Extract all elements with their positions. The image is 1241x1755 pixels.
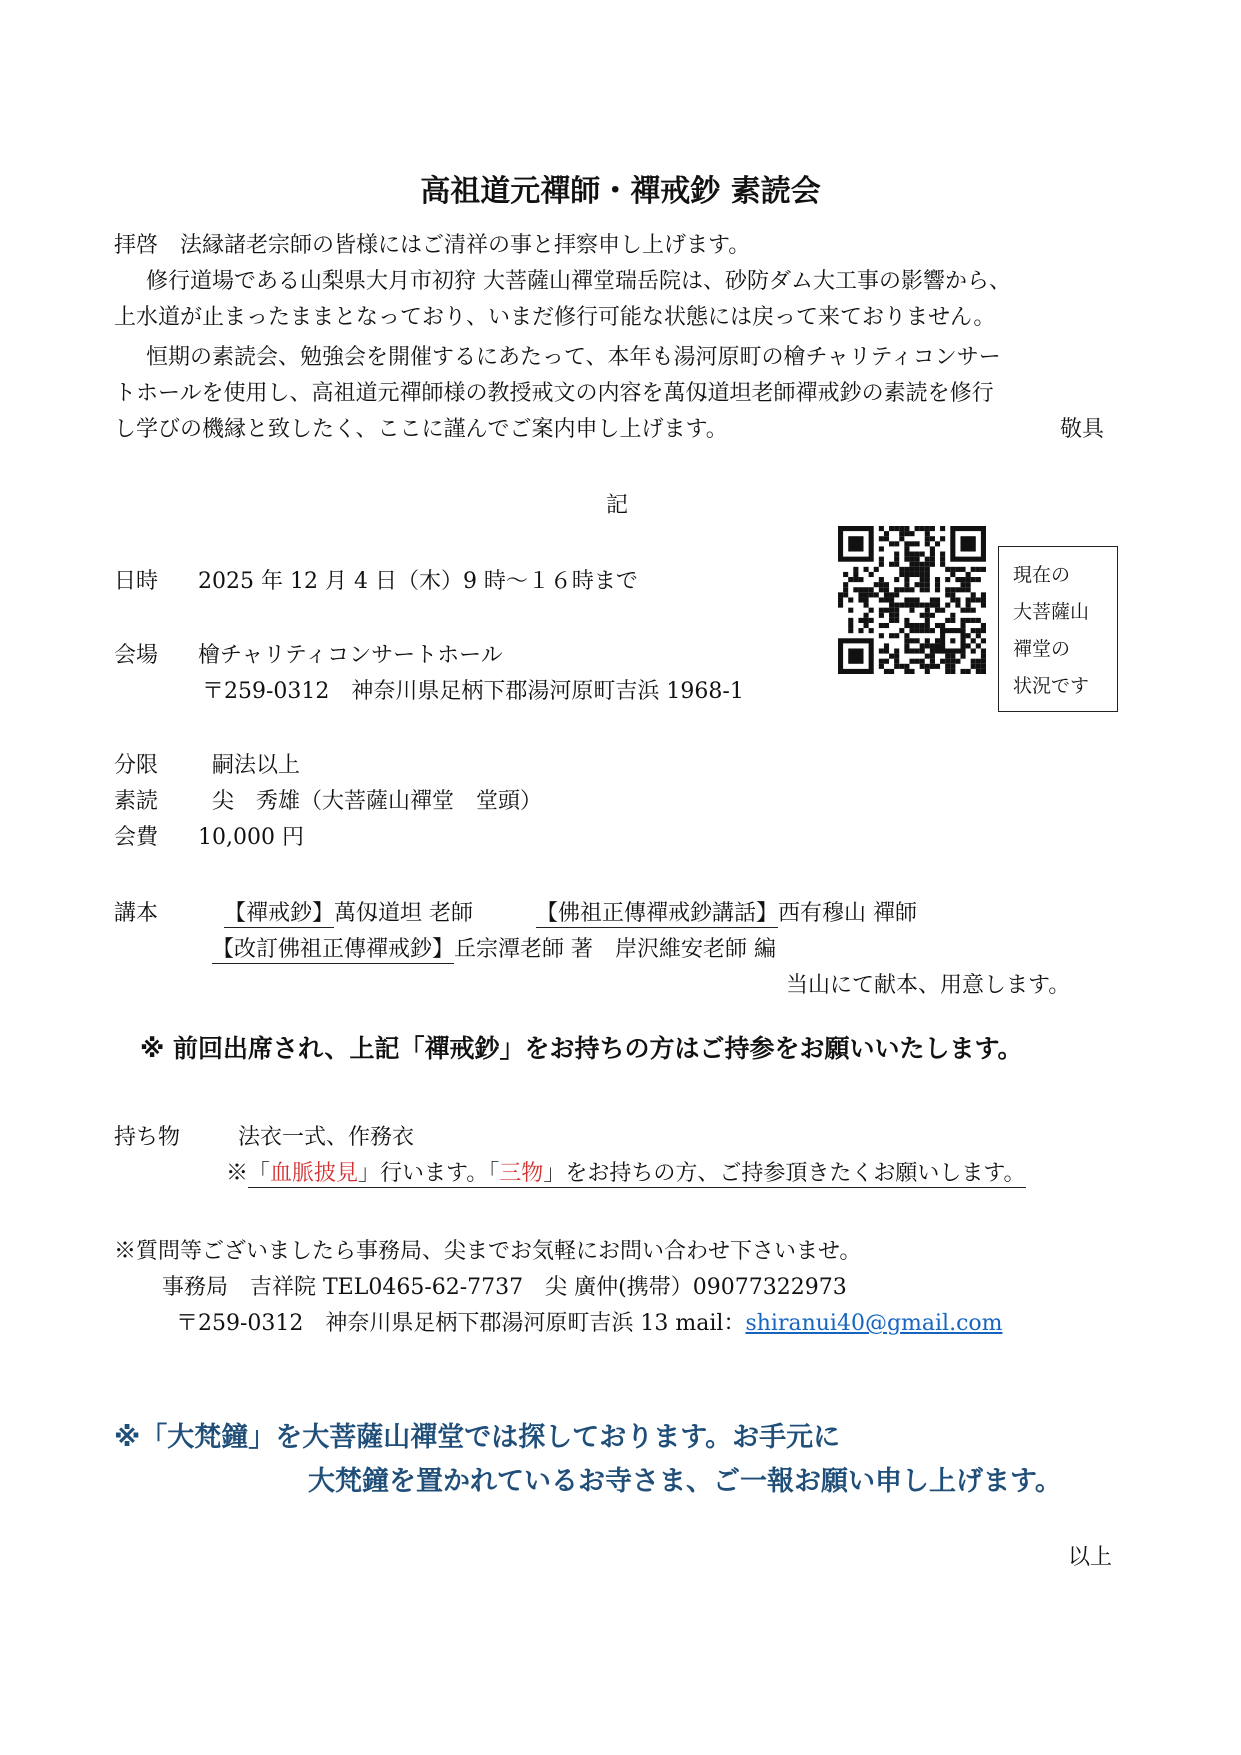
- date-label: 日時: [114, 569, 159, 594]
- contact-intro: ※質問等ございましたら事務局、尖までお気軽にお問い合わせ下さいませ。: [114, 1239, 862, 1264]
- book-2-title: 【佛祖正傳禪戒鈔講話】: [536, 901, 779, 926]
- greeting-line-4: 恒期の素読会、勉強会を開催するにあたって、本年も湯河原町の檜チャリティコンサー: [146, 345, 1001, 370]
- greeting-line-6: し学びの機縁と致したく、ここに謹んでご案内申し上げます。: [114, 417, 728, 442]
- note-red-1: 血脈披見: [270, 1161, 359, 1186]
- reader-label: 素読: [114, 789, 159, 814]
- qr-code[interactable]: [838, 526, 986, 674]
- reader-value: 尖 秀雄（大菩薩山禪堂 堂頭）: [212, 789, 543, 814]
- greeting-line-5: トホールを使用し、高祖道元禪師様の教授戒文の内容を萬仭道坦老師禪戒鈔の素読を修行: [114, 381, 994, 406]
- book-2-author: 西有穆山 禪師: [778, 901, 918, 926]
- email-link[interactable]: shiranui40@gmail.com: [745, 1311, 1003, 1336]
- venue-address: 〒259-0312 神奈川県足柄下郡湯河原町吉浜 1968-1: [202, 679, 744, 704]
- book-1-author: 萬仭道坦 老師: [334, 901, 474, 926]
- ki-heading: 記: [606, 493, 629, 518]
- fee-value: 10,000 円: [198, 825, 304, 850]
- text-book-1: [224, 896, 473, 932]
- venue-label: 会場: [114, 643, 159, 668]
- texts-note: 当山にて献本、用意します。: [786, 973, 1071, 998]
- note-mark: ※: [226, 1161, 249, 1186]
- qr-caption-line: 大菩薩山: [1013, 601, 1090, 623]
- qr-caption-box: [998, 546, 1118, 712]
- notice: ※ 前回出席され、上記「禪戒鈔」をお持ちの方はご持参をお願いいたします。: [140, 1034, 1023, 1063]
- qr-caption-line: 禪堂の: [1013, 638, 1071, 660]
- qr-caption-line: 現在の: [1013, 564, 1071, 586]
- fee-label: 会費: [114, 825, 159, 850]
- belongings-value: 法衣一式、作務衣: [238, 1125, 415, 1150]
- texts-label: 講本: [114, 901, 159, 926]
- note-red-2: 三物: [499, 1161, 544, 1186]
- qualification-value: 嗣法以上: [212, 753, 301, 778]
- belongings-label: 持ち物: [114, 1125, 181, 1150]
- note-post: 」をお持ちの方、ご持参頂きたくお願いします。: [543, 1161, 1026, 1186]
- page-title: 高祖道元禪師・禪戒鈔 素読会: [420, 174, 821, 209]
- note-mid: 」行います。「: [358, 1161, 500, 1186]
- date-value: 2025 年 12 月 4 日（木）9 時～１６時まで: [198, 569, 638, 594]
- contact-address: 〒259-0312 神奈川県足柄下郡湯河原町吉浜 13 mail：: [176, 1311, 746, 1336]
- greeting-line-2: 修行道場である山梨県大月市初狩 大菩薩山禪堂瑞岳院は、砂防ダム大工事の影響から、: [146, 269, 1011, 294]
- text-book-2: [536, 896, 917, 932]
- venue-name: 檜チャリティコンサートホール: [198, 643, 503, 668]
- bell-request-line-2: 大梵鐘を置かれているお寺さま、ご一報お願い申し上げます。: [308, 1466, 1062, 1497]
- qualification-label: 分限: [114, 753, 159, 778]
- note-quote-open: 「: [248, 1161, 271, 1186]
- note-underlined: [248, 1161, 1026, 1188]
- book-3-title: 【改訂佛祖正傳禪戒鈔】: [212, 937, 455, 962]
- greeting-line-3: 上水道が止まったままとなっており、いまだ修行可能な状態には戻って来ておりません。: [114, 305, 996, 330]
- closing-keigu: 敬具: [1060, 417, 1105, 442]
- bell-request-line-1: ※「大梵鐘」を大菩薩山禪堂では探しております。お手元に: [114, 1422, 841, 1453]
- book-3-author: 丘宗潭老師 著 岸沢維安老師 編: [454, 937, 777, 962]
- text-book-3: [212, 932, 776, 968]
- greeting-line-1: 拝啓 法縁諸老宗師の皆様にはご清祥の事と拝察申し上げます。: [114, 233, 751, 258]
- qr-caption-line: 状況です: [1013, 675, 1090, 697]
- belongings-note: [226, 1156, 1026, 1192]
- contact-address-line: [176, 1306, 1003, 1342]
- contact-office: 事務局 吉祥院 TEL0465-62-7737 尖 廣仲(携帯）09077322973: [162, 1275, 847, 1300]
- book-1-title: 【禪戒鈔】: [224, 901, 335, 926]
- end-mark: 以上: [1068, 1545, 1113, 1570]
